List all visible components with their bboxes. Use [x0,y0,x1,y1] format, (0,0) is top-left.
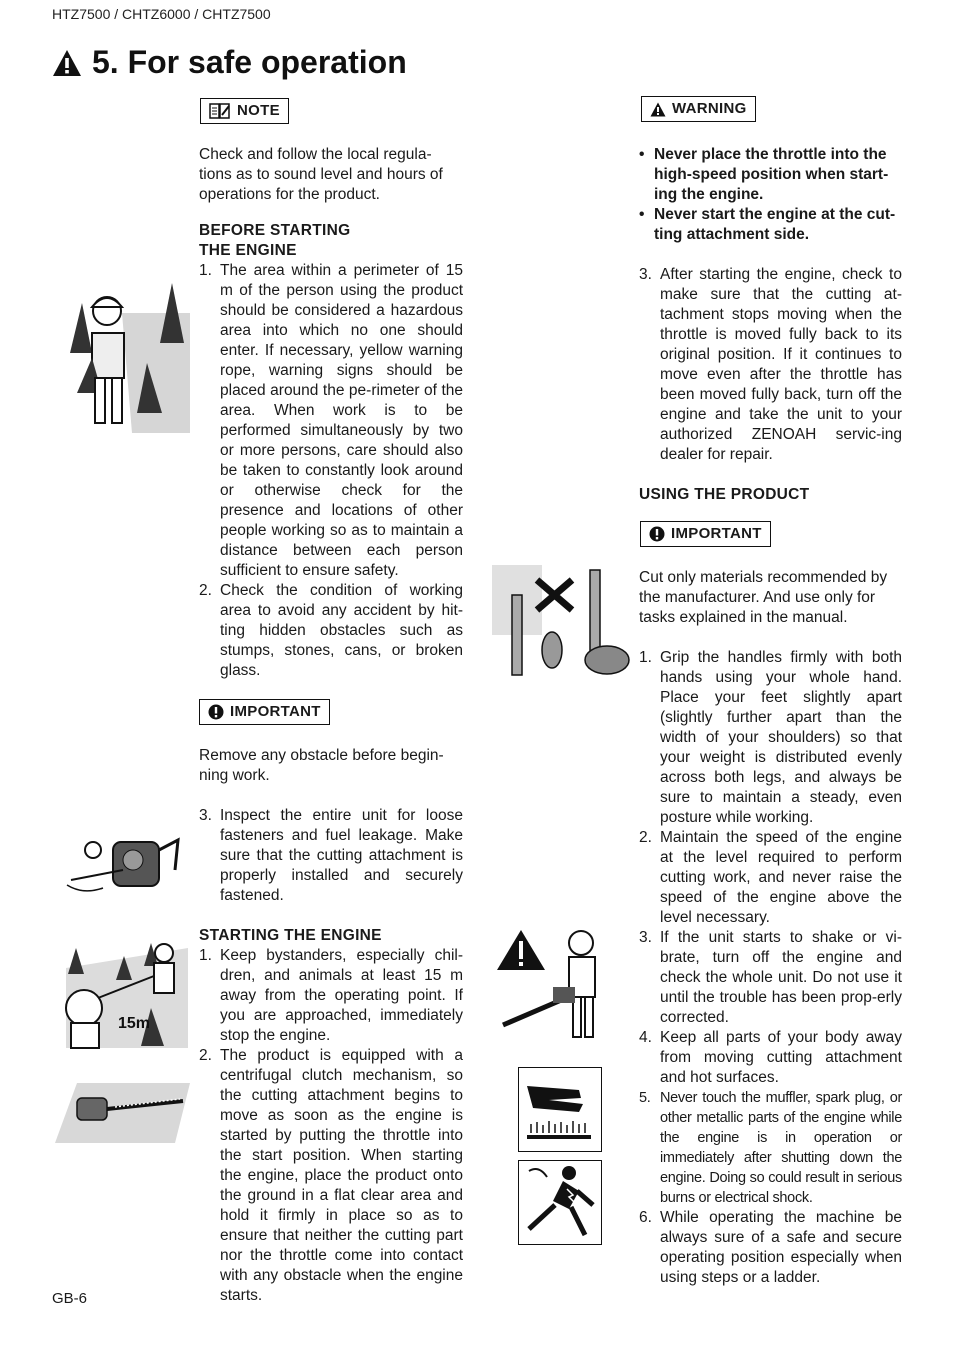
distance-label: 15m [118,1015,151,1032]
warning-triangle-icon [52,48,82,78]
note-book-icon [209,103,231,119]
warning-label-box [641,96,756,122]
page-number: GB-6 [52,1290,88,1307]
list-item: 3. After starting the engine, check to make sure that the cutting at-tachment stops moving when the throttle is moved fully back to its original position. If it continues to move even after the throttle has been moved fully back, turn off the engine and take the unit to your authorized ZENOAH servic-ing dealer for repair. [639,265,902,463]
left-column [199,98,463,1306]
using-product-list [639,648,902,1288]
list-item: 2. Maintain the speed of the engine at the level required to perform cutting work, and never raise the speed of the engine above the level necessary. [639,828,902,926]
list-item: 3. Inspect the entire unit for loose fasteners and fuel leakage. Make sure that the cutting attachment is properly installed and securely fastened. [199,807,463,904]
hot-surface-pictogram [518,1067,602,1152]
warning-triangle-icon [650,102,666,117]
warning-bullets [639,145,902,245]
starting-engine-list [199,946,463,1306]
inspect-list [199,806,463,906]
note-text: Check and follow the local regula-tions as to sound level and hours of operations for the product. [199,146,443,203]
list-item: 1. The area within a perimeter of 15 m of the person using the product should be considered a hazardous area into which no one should enter. If necessary, yellow warning rope, warning signs should be placed around the pe-rimeter of the area. When work is to be performed simultaneously by two or more persons, care should also be taken to constantly look around or otherwise check for the presence and locations of other people working so as to maintain a distance between each person sufficient to ensure safety. [199,262,463,579]
list-item: 1. Keep bystanders, especially chil-dren, and animals at least 15 m away from the operating point. If you are approached, immediately stop the engine. [199,947,463,1044]
model-header: HTZ7500 / CHTZ6000 / CHTZ7500 [52,6,271,22]
exclamation-circle-icon [208,704,224,720]
important-text: Cut only materials recommended by the manufacturer. And use only for tasks explained in the manual. [639,568,888,626]
before-starting-heading-line1: BEFORE STARTING [199,222,351,239]
product-on-ground-illustration [55,1083,190,1145]
list-item: 2. Check the condition of working area to avoid any accident by hit-ting hidden obstacles such as stumps, stones, cans, or broken glass. [199,582,463,679]
before-starting-heading-line2: THE ENGINE [199,242,297,259]
important-text: Remove any obstacle before begin-ning work. [199,747,444,784]
list-item: 3. If the unit starts to shake or vi-brate, turn off the engine and check the whole unit. Do not use it until the trouble has been prop-erly corrected. [639,928,902,1026]
list-item: 5. Never touch the muffler, spark plug, or other metallic parts of the engine while the engine is in operation or immediately after shutting down the engine. Doing so could result in serious burns or electrical shock. [639,1089,902,1206]
electric-shock-pictogram [518,1160,602,1245]
unit-inspection-illustration [63,830,183,900]
using-product-heading: USING THE PRODUCT [639,485,810,503]
list-item: • Never place the throttle into the high-speed position when start-ing the engine. [639,145,902,205]
important-label-box [640,521,771,547]
list-item: 2. The product is equipped with a centrifugal clutch mechanism, so the cutting attachment begins to move as soon as the engine is started by putting the throttle into the start position. When starting the engine, place the product onto the ground in a flat clear area and hold it firmly in place so as to ensure that neither the cutting part nor the throttle come into contact with any obstacle when the engine starts. [199,1047,463,1304]
page-title [52,44,407,81]
list-item: 4. Keep all parts of your body away from moving cutting attachment and hot surfaces. [639,1028,902,1086]
important-label-box [199,699,330,725]
after-start-list [639,265,902,465]
note-label: NOTE [237,102,280,119]
starting-engine-heading: STARTING THE ENGINE [199,927,382,944]
vibration-warning-illustration [493,925,633,1045]
list-item: • Never start the engine at the cut-ting attachment side. [639,205,902,245]
warning-label: WARNING [672,100,747,117]
hazard-area-illustration [62,283,192,438]
important-label: IMPORTANT [671,524,762,542]
bystanders-15m-illustration [56,938,188,1050]
before-starting-list [199,261,463,681]
list-item: 1. Grip the handles firmly with both hands using your whole hand. Place your feet slightly apart (slightly further apart than the width of your shoulders) so that your weight is distributed evenly across both legs, and always be sure to maintain a steady, even posture while working. [639,648,902,826]
list-item: 6. While operating the machine be always sure of a safe and secure operating position especially when using steps or a ladder. [639,1208,902,1286]
wrong-material-illustration [492,565,632,680]
exclamation-circle-icon [649,526,665,542]
right-column [639,96,902,1288]
important-label: IMPORTANT [230,703,321,720]
note-label-box [200,98,289,124]
page-title-text: 5. For safe operation [92,44,407,80]
